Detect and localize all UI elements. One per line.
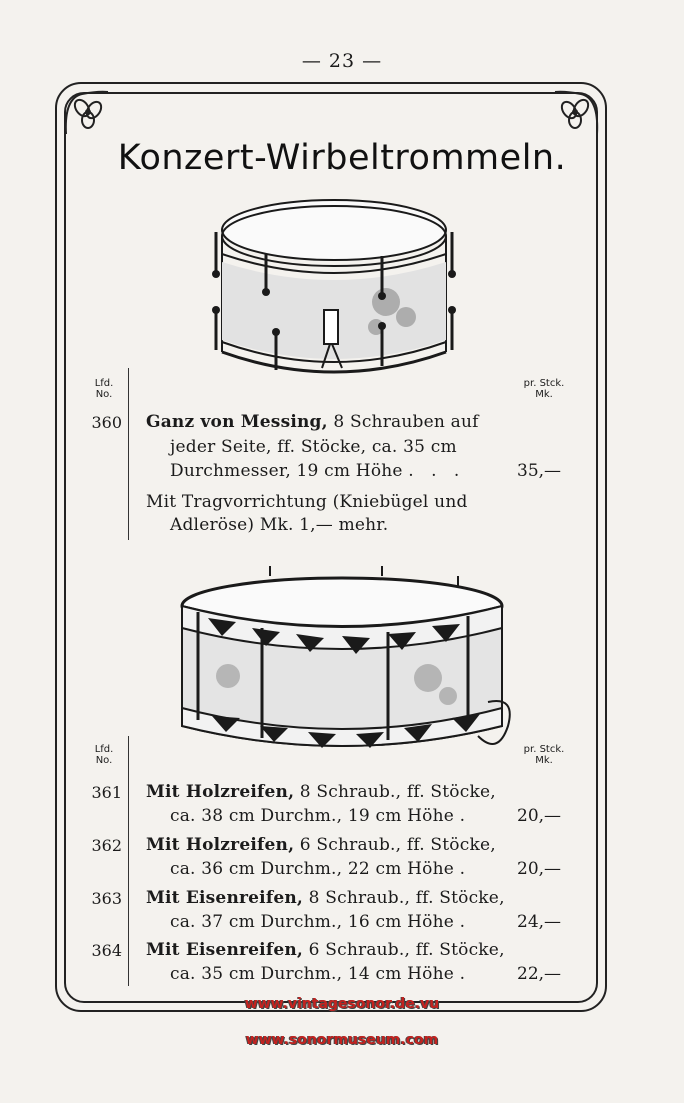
column-header-price: pr. Stck. Mk. bbox=[523, 378, 565, 400]
item-price: 20,— bbox=[517, 859, 562, 879]
column-header-lfd-no: Lfd. No. bbox=[94, 744, 114, 766]
item-number: 364 bbox=[91, 941, 122, 960]
item-description-line: ca. 36 cm Durchm., 22 cm Höhe . bbox=[170, 859, 466, 879]
flower-ornament-icon bbox=[62, 88, 110, 136]
column-divider bbox=[128, 368, 129, 540]
item-description-line: Ganz von Messing, 8 Schrauben auf bbox=[146, 412, 479, 432]
note-line: Adleröse) Mk. 1,— mehr. bbox=[170, 515, 389, 535]
item-description-line: ca. 37 cm Durchm., 16 cm Höhe . bbox=[170, 912, 466, 932]
item-number: 363 bbox=[91, 889, 122, 908]
column-header-lfd-no: Lfd. No. bbox=[94, 378, 114, 400]
column-header-price: pr. Stck. Mk. bbox=[523, 744, 565, 766]
item-price: 35,— bbox=[517, 461, 562, 481]
item-description-line: Mit Holzreifen, 8 Schraub., ff. Stöcke, bbox=[146, 782, 496, 802]
item-description-line: Mit Holzreifen, 6 Schraub., ff. Stöcke, bbox=[146, 835, 496, 855]
item-description-line: ca. 35 cm Durchm., 14 cm Höhe . bbox=[170, 964, 466, 984]
item-number: 362 bbox=[91, 836, 122, 855]
flower-ornament-icon bbox=[553, 88, 601, 136]
item-description-line: Mit Eisenreifen, 6 Schraub., ff. Stöcke, bbox=[146, 940, 505, 960]
item-price: 20,— bbox=[517, 806, 562, 826]
watermark-link: www.sonormuseum.com bbox=[245, 1032, 439, 1048]
item-price: 24,— bbox=[517, 912, 562, 932]
item-number: 361 bbox=[91, 783, 122, 802]
item-number: 360 bbox=[91, 413, 122, 432]
page-number: — 23 — bbox=[301, 50, 383, 72]
item-description-line: jeder Seite, ff. Stöcke, ca. 35 cm bbox=[170, 437, 457, 457]
watermark-link: www.vintagesonor.de.vu bbox=[244, 996, 440, 1012]
page-title: Konzert-Wirbeltrommeln. bbox=[117, 138, 567, 178]
brass-snare-drum-illustration bbox=[206, 192, 462, 392]
note-line: Mit Tragvorrichtung (Kniebügel und bbox=[146, 492, 468, 512]
column-divider bbox=[128, 736, 129, 986]
item-description-line: Mit Eisenreifen, 8 Schraub., ff. Stöcke, bbox=[146, 888, 505, 908]
item-price: 22,— bbox=[517, 964, 562, 984]
item-description-line: Durchmesser, 19 cm Höhe . . . bbox=[170, 461, 466, 481]
wooden-hoop-snare-drum-illustration bbox=[168, 566, 516, 766]
item-description-line: ca. 38 cm Durchm., 19 cm Höhe . bbox=[170, 806, 466, 826]
